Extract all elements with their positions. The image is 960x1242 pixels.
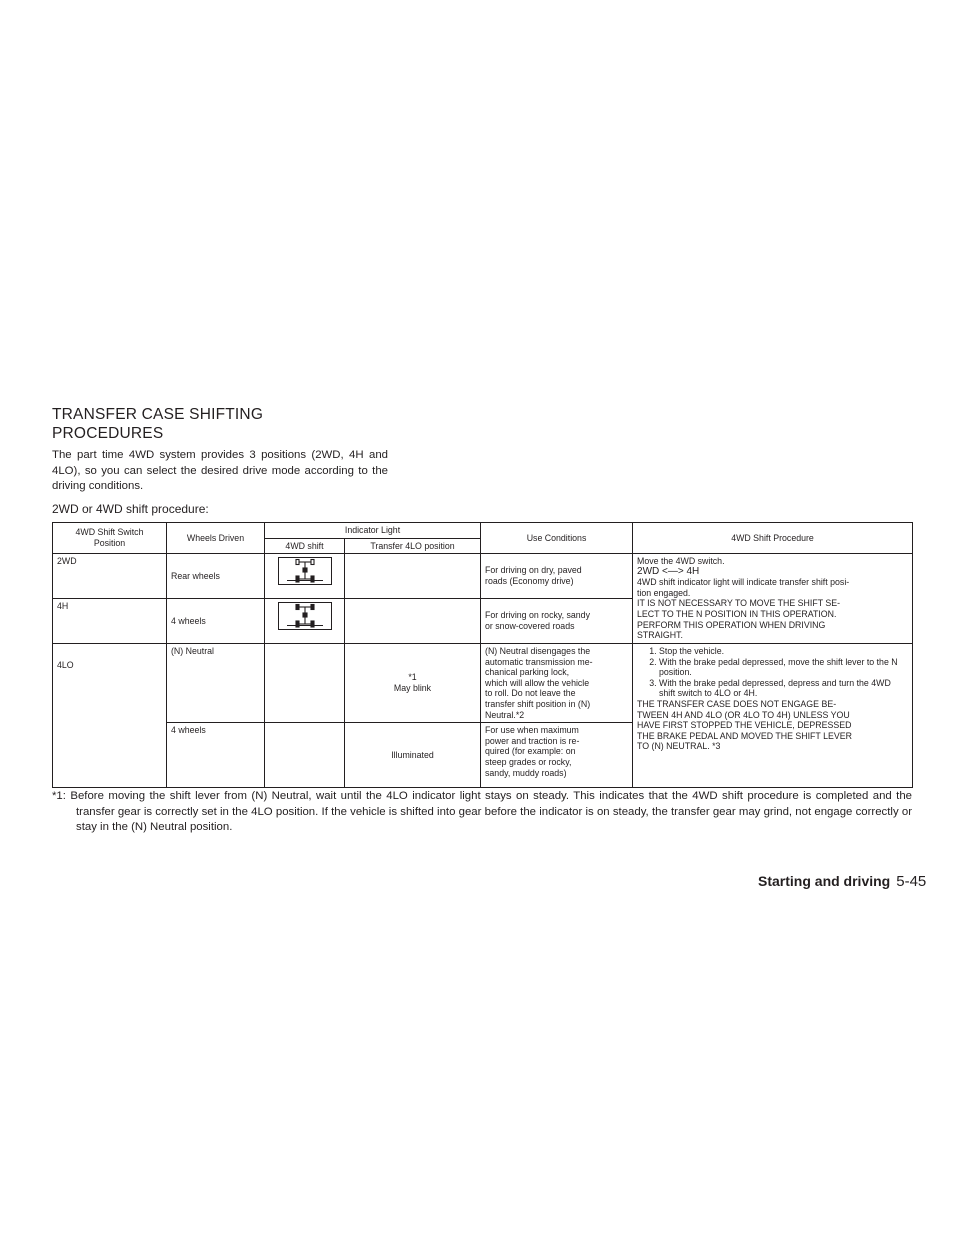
procedure-warning-line: THE BRAKE PEDAL AND MOVED THE SHIFT LEVER [637,730,852,741]
intro-paragraph: The part time 4WD system provides 3 positions (2WD, 4H and 4LO), so you can select the desired drive mode according to the driving conditions. [52,449,388,492]
procedure-a-line: tion engaged. [637,587,691,598]
wheels-4h: 4 wheels [167,599,265,644]
procedure-a-line: IT IS NOT NECESSARY TO MOVE THE SHIFT SE- [637,598,841,609]
use-neutral-line: transfer shift position in (N) [485,698,591,709]
procedure-b-steps [637,646,908,699]
use-4lo-line: sandy, muddy roads) [485,767,567,778]
position-2wd: 2WD [53,554,167,599]
transfer-neutral-line1: *1 [408,672,417,683]
procedure-a-line: 4WD shift indicator light will indicate transfer shift posi- [637,577,850,588]
transfer-4lo-state: Illuminated [345,723,481,788]
header-position-line1: 4WD Shift Switch [75,527,144,538]
header-4wd-shift-procedure: 4WD Shift Procedure [633,523,913,554]
transfer-neutral-line2: May blink [393,683,432,694]
indicator-cell-2wd [265,554,345,599]
table-header-row [53,523,913,539]
procedure-2wd-4h [633,554,913,644]
page-footer [758,873,926,891]
table-row [53,554,913,599]
header-use-conditions: Use Conditions [481,523,633,554]
use-4h-line1: For driving on rocky, sandy [485,610,590,621]
indicator-cell-4lo [265,723,345,788]
table-subheading: 2WD or 4WD shift procedure: [52,502,209,516]
procedure-step: 3. With the brake pedal depressed, depress and turn the 4WD shift switch to 4LO or 4H. [659,678,908,699]
procedure-4lo [633,644,913,788]
procedure-a-line: 2WD <—> 4H [637,565,700,577]
wheels-neutral: (N) Neutral [167,644,265,723]
use-neutral-line: which will allow the vehicle [485,677,590,688]
footnote: *1: Before moving the shift lever from (N) Neutral, wait until the 4LO indicator light stays on steady. This indicates that the 4WD shift procedure is completed and the transfer gear is correctly set in the 4LO position. If the vehicle is shifted into gear before the indicator is on steady, the transfer gear may grind, not engage correctly or stay in the (N) Neutral position. [52,790,912,833]
section-title [52,405,452,443]
header-indicator-light: Indicator Light [265,523,481,539]
procedure-warning-line: THE TRANSFER CASE DOES NOT ENGAGE BE- [637,698,837,709]
footer-section-name: Starting and driving [758,873,891,889]
use-neutral-line: to roll. Do not leave the [485,688,576,699]
use-neutral-line: (N) Neutral disengages the [485,646,591,656]
rear-wheel-drive-icon [278,557,332,585]
header-position-line2: Position [93,538,126,548]
use-conditions-4h [481,599,633,644]
section-title-line1: TRANSFER CASE SHIFTING [52,406,264,423]
shift-procedure-table [52,522,913,788]
use-4lo-line: For use when maximum [485,725,579,736]
position-4h: 4H [53,599,167,644]
use-2wd-line1: For driving on dry, paved [485,565,582,576]
transfer-cell-2wd [345,554,481,599]
use-conditions-4lo [481,723,633,788]
position-4lo-label: 4LO [57,660,74,670]
procedure-a-line: PERFORM THIS OPERATION WHEN DRIVING [637,619,826,630]
use-4lo-line: power and traction is re- [485,735,580,746]
header-4wd-shift: 4WD shift [265,539,345,554]
wheels-rear: Rear wheels [167,554,265,599]
use-conditions-neutral [481,644,633,723]
header-wheels-driven: Wheels Driven [167,523,265,554]
wheels-4lo: 4 wheels [167,723,265,788]
procedure-warning-line: HAVE FIRST STOPPED THE VEHICLE, DEPRESSED [637,720,852,731]
use-neutral-line: chanical parking lock, [485,667,570,678]
transfer-cell-4h [345,599,481,644]
use-neutral-line: Neutral.*2 [485,709,525,720]
procedure-a-line: STRAIGHT. [637,630,683,641]
header-transfer-4lo-position: Transfer 4LO position [345,539,481,554]
use-4lo-line: quired (for example: on [485,746,576,757]
procedure-warning-line: TO (N) NEUTRAL. *3 [637,741,721,752]
use-4h-line2: or snow-covered roads [485,621,575,631]
use-conditions-2wd [481,554,633,599]
use-neutral-line: automatic transmission me- [485,656,593,667]
page-number: 5-45 [896,873,927,890]
procedure-step: 1. Stop the vehicle. [659,646,908,657]
position-4lo [53,644,167,788]
indicator-cell-4h [265,599,345,644]
use-4lo-line: steep grades or rocky, [485,756,572,767]
use-2wd-line2: roads (Economy drive) [485,576,574,586]
procedure-a-line: LECT TO THE N POSITION IN THIS OPERATION. [637,608,837,619]
four-wheel-drive-icon [278,602,332,630]
indicator-cell-neutral [265,644,345,723]
section-title-line2: PROCEDURES [52,425,164,442]
procedure-warning-line: TWEEN 4H AND 4LO (OR 4LO TO 4H) UNLESS YOU [637,709,850,720]
procedure-a-line: Move the 4WD switch. [637,556,725,566]
table-row [53,644,913,723]
procedure-step: 2. With the brake pedal depressed, move the shift lever to the N position. [659,657,908,678]
transfer-neutral-state [345,644,481,723]
header-shift-switch-position [53,523,167,554]
